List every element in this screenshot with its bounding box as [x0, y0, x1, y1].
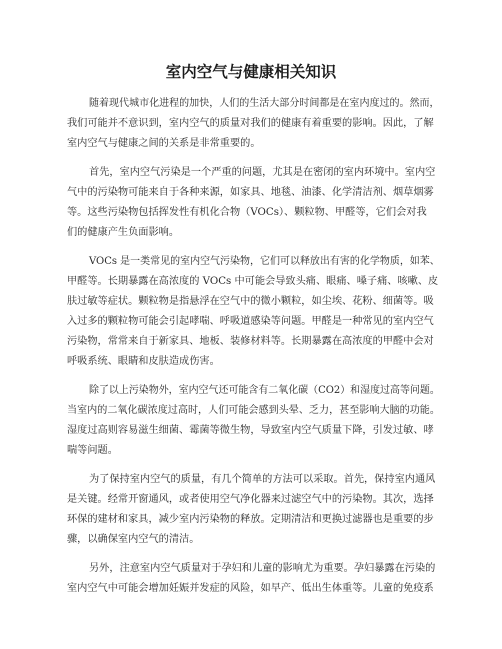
text-line: 湿度过高则容易滋生细菌、霉菌等微生物，导致室内空气质量下降，引发过敏、哮 [67, 425, 434, 436]
text-line: 入过多的颗粒物可能会引起哮喘、呼吸道感染等问题。甲醛是一种常见的室内空气 [67, 316, 434, 327]
text-line: 环保的建材和家具，减少室内污染物的释放。定期清洁和更换过滤器也是重要的步 [67, 514, 434, 525]
text-line: 首先，室内空气污染是一个严重的问题，尤其是在密闭的室内环境中。室内空 [89, 167, 436, 178]
text-line: 我们可能并不意识到，室内空气的质量对我们的健康有着重要的影响。因此，了解 [67, 118, 434, 129]
text-line: 为了保持室内空气的质量，有几个简单的方法可以采取。首先，保持室内通风 [89, 474, 436, 485]
text-line: 污染物，常常来自于新家具、地板、装修材料等。长期暴露在高浓度的甲醛中会对 [67, 336, 434, 347]
text-line: 随着现代城市化进程的加快，人们的生活大部分时间都是在室内度过的。然而， [89, 98, 440, 109]
text-line: 肤过敏等症状。颗粒物是指悬浮在空气中的微小颗粒，如尘埃、花粉、细菌等。吸 [67, 296, 434, 307]
text-line: 气中的污染物可能来自于各种来源，如家具、地毯、油漆、化学清洁剂、烟草烟雾 [67, 187, 434, 198]
text-line: 室内空气中可能会增加妊娠并发症的风险，如早产、低出生体重等。儿童的免疫系 [67, 583, 434, 594]
document-title: 室内空气与健康相关知识 [165, 63, 337, 81]
text-line: 是关键。经常开窗通风，或者使用空气净化器来过滤空气中的污染物。其次，选择 [67, 494, 434, 505]
text-line: 当室内的二氧化碳浓度过高时，人们可能会感到头晕、乏力，甚至影响大脑的功能。 [67, 405, 440, 416]
text-line: 呼吸系统、眼睛和皮肤造成伤害。 [67, 356, 220, 367]
text-line: 们的健康产生负面影响。 [67, 227, 180, 238]
text-line: 甲醛等。长期暴露在高浓度的 VOCs 中可能会导致头痛、眼痛、嗓子痛、咳嗽、皮 [67, 276, 439, 287]
text-line: 喘等问题。 [67, 445, 118, 456]
text-line: 等。这些污染物包括挥发性有机化合物（VOCs）、颗粒物、甲醛等，它们会对我 [67, 207, 427, 218]
text-line: 骤，以确保室内空气的清洁。 [67, 534, 200, 545]
text-line: 室内空气与健康之间的关系是非常重要的。 [67, 138, 261, 149]
text-line: 另外，注意室内空气质量对于孕妇和儿童的影响尤为重要。孕妇暴露在污染的 [89, 563, 436, 574]
text-line: VOCs 是一类常见的室内空气污染物，它们可以释放出有害的化学物质，如苯、 [89, 256, 440, 267]
text-line: 除了以上污染物外，室内空气还可能含有二氧化碳（CO2）和湿度过高等问题。 [89, 385, 440, 396]
